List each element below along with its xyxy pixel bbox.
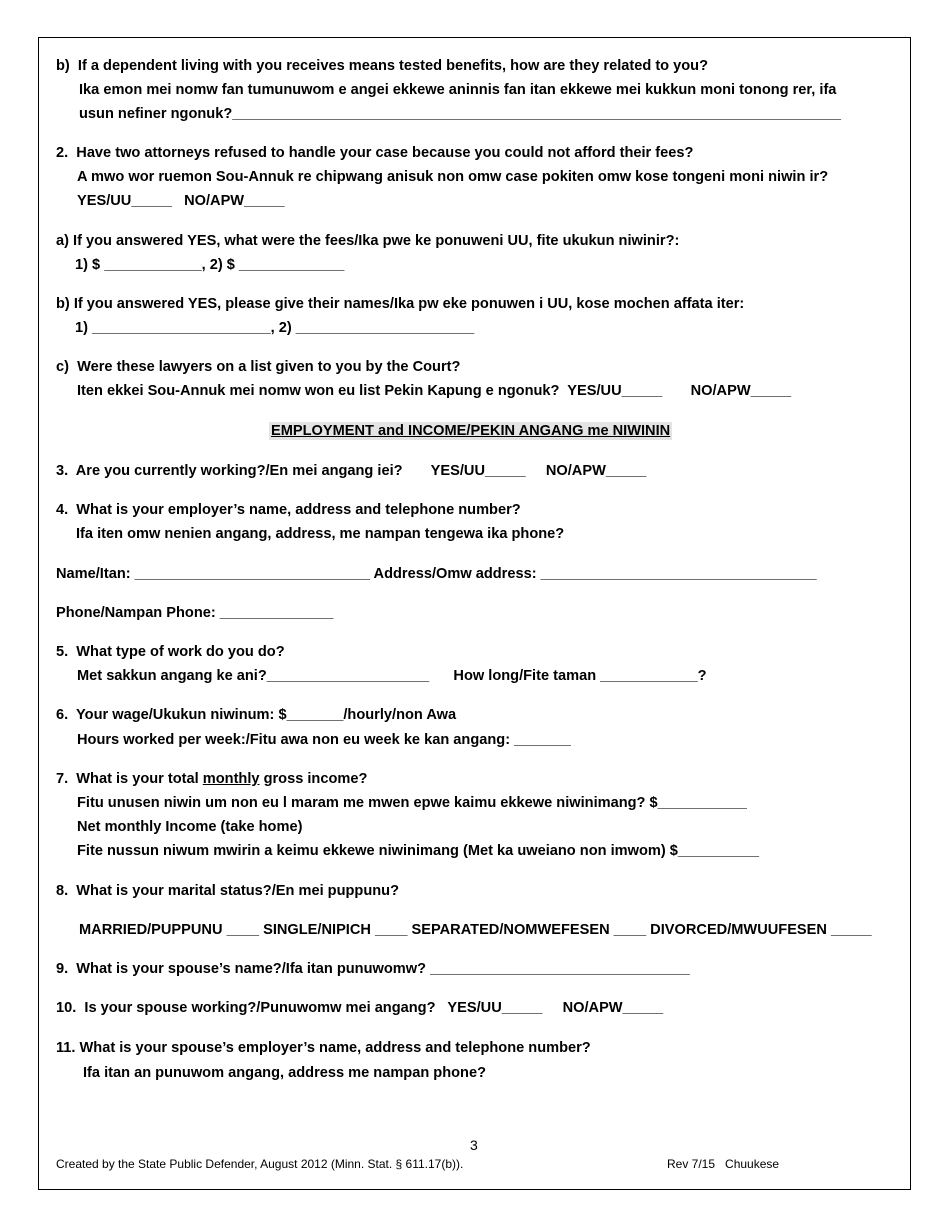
question-9-spouse-name: 9. What is your spouse’s name?/Ifa itan punuwomw? ________________________________ bbox=[56, 961, 690, 977]
question-2c-english: c) Were these lawyers on a list given to you by the Court? bbox=[56, 359, 461, 375]
question-11-english: 11. What is your spouse’s employer’s name, address and telephone number? bbox=[56, 1040, 591, 1056]
question-4-english: 4. What is your employer’s name, address and telephone number? bbox=[56, 502, 521, 518]
question-2b-answer-blanks: 1) ______________________, 2) ______________________ bbox=[75, 320, 475, 336]
question-7-underlined: monthly bbox=[202, 771, 260, 787]
footer-revision: Rev 7/15 Chuukese bbox=[667, 1157, 780, 1171]
question-3-working: 3. Are you currently working?/En mei angang iei? YES/UU_____ NO/APW_____ bbox=[56, 463, 647, 479]
question-8-options: MARRIED/PUPPUNU ____ SINGLE/NIPICH ____ SEPARATED/NOMWEFESEN ____ DIVORCED/MWUUFESEN _____ bbox=[79, 922, 872, 938]
question-1b-chuukese-line2: usun nefiner ngonuk?___________________________________________________________________________ bbox=[79, 106, 841, 122]
question-5-chuukese: Met sakkun angang ke ani?____________________ How long/Fite taman ____________? bbox=[77, 668, 707, 684]
question-7-chuukese-net: Fite nussun niwum mwirin a keimu ekkewe niwinimang (Met ka uweiano non imwom) $__________ bbox=[77, 843, 760, 859]
question-1b-chuukese-line1: Ika emon mei nomw fan tumunuwom e angei ekkewe aninnis fan itan ekkewe mei kukkun moni tonong rer, ifa bbox=[79, 82, 837, 98]
question-2a-fees: a) If you answered YES, what were the fees/Ika pwe ke ponuweni UU, fite ukukun niwinir?: bbox=[56, 233, 680, 249]
question-6-hours: Hours worked per week:/Fitu awa non eu week ke kan angang: _______ bbox=[77, 732, 571, 748]
question-2a-answer-blanks: 1) $ ____________, 2) $ _____________ bbox=[75, 257, 345, 273]
question-10-spouse-working: 10. Is your spouse working?/Punuwomw mei angang? YES/UU_____ NO/APW_____ bbox=[56, 1000, 664, 1016]
section-heading-employment-income: EMPLOYMENT and INCOME/PEKIN ANGANG me NIWININ bbox=[271, 423, 671, 439]
question-2-yes-no: YES/UU_____ NO/APW_____ bbox=[77, 193, 285, 209]
question-5-english: 5. What type of work do you do? bbox=[56, 644, 285, 660]
employer-phone-blank: Phone/Nampan Phone: ______________ bbox=[56, 605, 334, 621]
question-8-marital-status: 8. What is your marital status?/En mei puppunu? bbox=[56, 883, 399, 899]
question-2c-chuukese: Iten ekkei Sou-Annuk mei nomw won eu list Pekin Kapung e ngonuk? YES/UU_____ NO/APW_____ bbox=[77, 383, 792, 399]
page-number: 3 bbox=[470, 1137, 478, 1153]
question-1b-english: b) If a dependent living with you receives means tested benefits, how are they related to you? bbox=[56, 58, 709, 74]
question-7-english bbox=[56, 770, 367, 788]
question-2b-names: b) If you answered YES, please give their names/Ika pw eke ponuwen i UU, kose mochen affata iter: bbox=[56, 296, 745, 312]
question-7-suffix: gross income? bbox=[259, 771, 368, 787]
question-7-net-monthly: Net monthly Income (take home) bbox=[77, 819, 303, 835]
footer-created-by: Created by the State Public Defender, August 2012 (Minn. Stat. § 611.17(b)). bbox=[56, 1157, 464, 1171]
question-2-chuukese: A mwo wor ruemon Sou-Annuk re chipwang anisuk non omw case pokiten omw kose tongeni moni niwin ir? bbox=[77, 169, 829, 185]
question-7-chuukese-gross: Fitu unusen niwin um non eu l maram me mwen epwe kaimu ekkewe niwinimang? $___________ bbox=[77, 795, 747, 811]
question-2-english: 2. Have two attorneys refused to handle your case because you could not afford their fees? bbox=[56, 145, 694, 161]
question-7-prefix: 7. What is your total bbox=[56, 771, 203, 787]
employer-name-address-blanks: Name/Itan: _____________________________ Address/Omw address: __________________________________ bbox=[56, 566, 817, 582]
question-4-chuukese: Ifa iten omw nenien angang, address, me nampan tengewa ika phone? bbox=[76, 526, 565, 542]
question-6-wage: 6. Your wage/Ukukun niwinum: $_______/hourly/non Awa bbox=[56, 707, 457, 723]
question-11-chuukese: Ifa itan an punuwom angang, address me nampan phone? bbox=[83, 1065, 486, 1081]
